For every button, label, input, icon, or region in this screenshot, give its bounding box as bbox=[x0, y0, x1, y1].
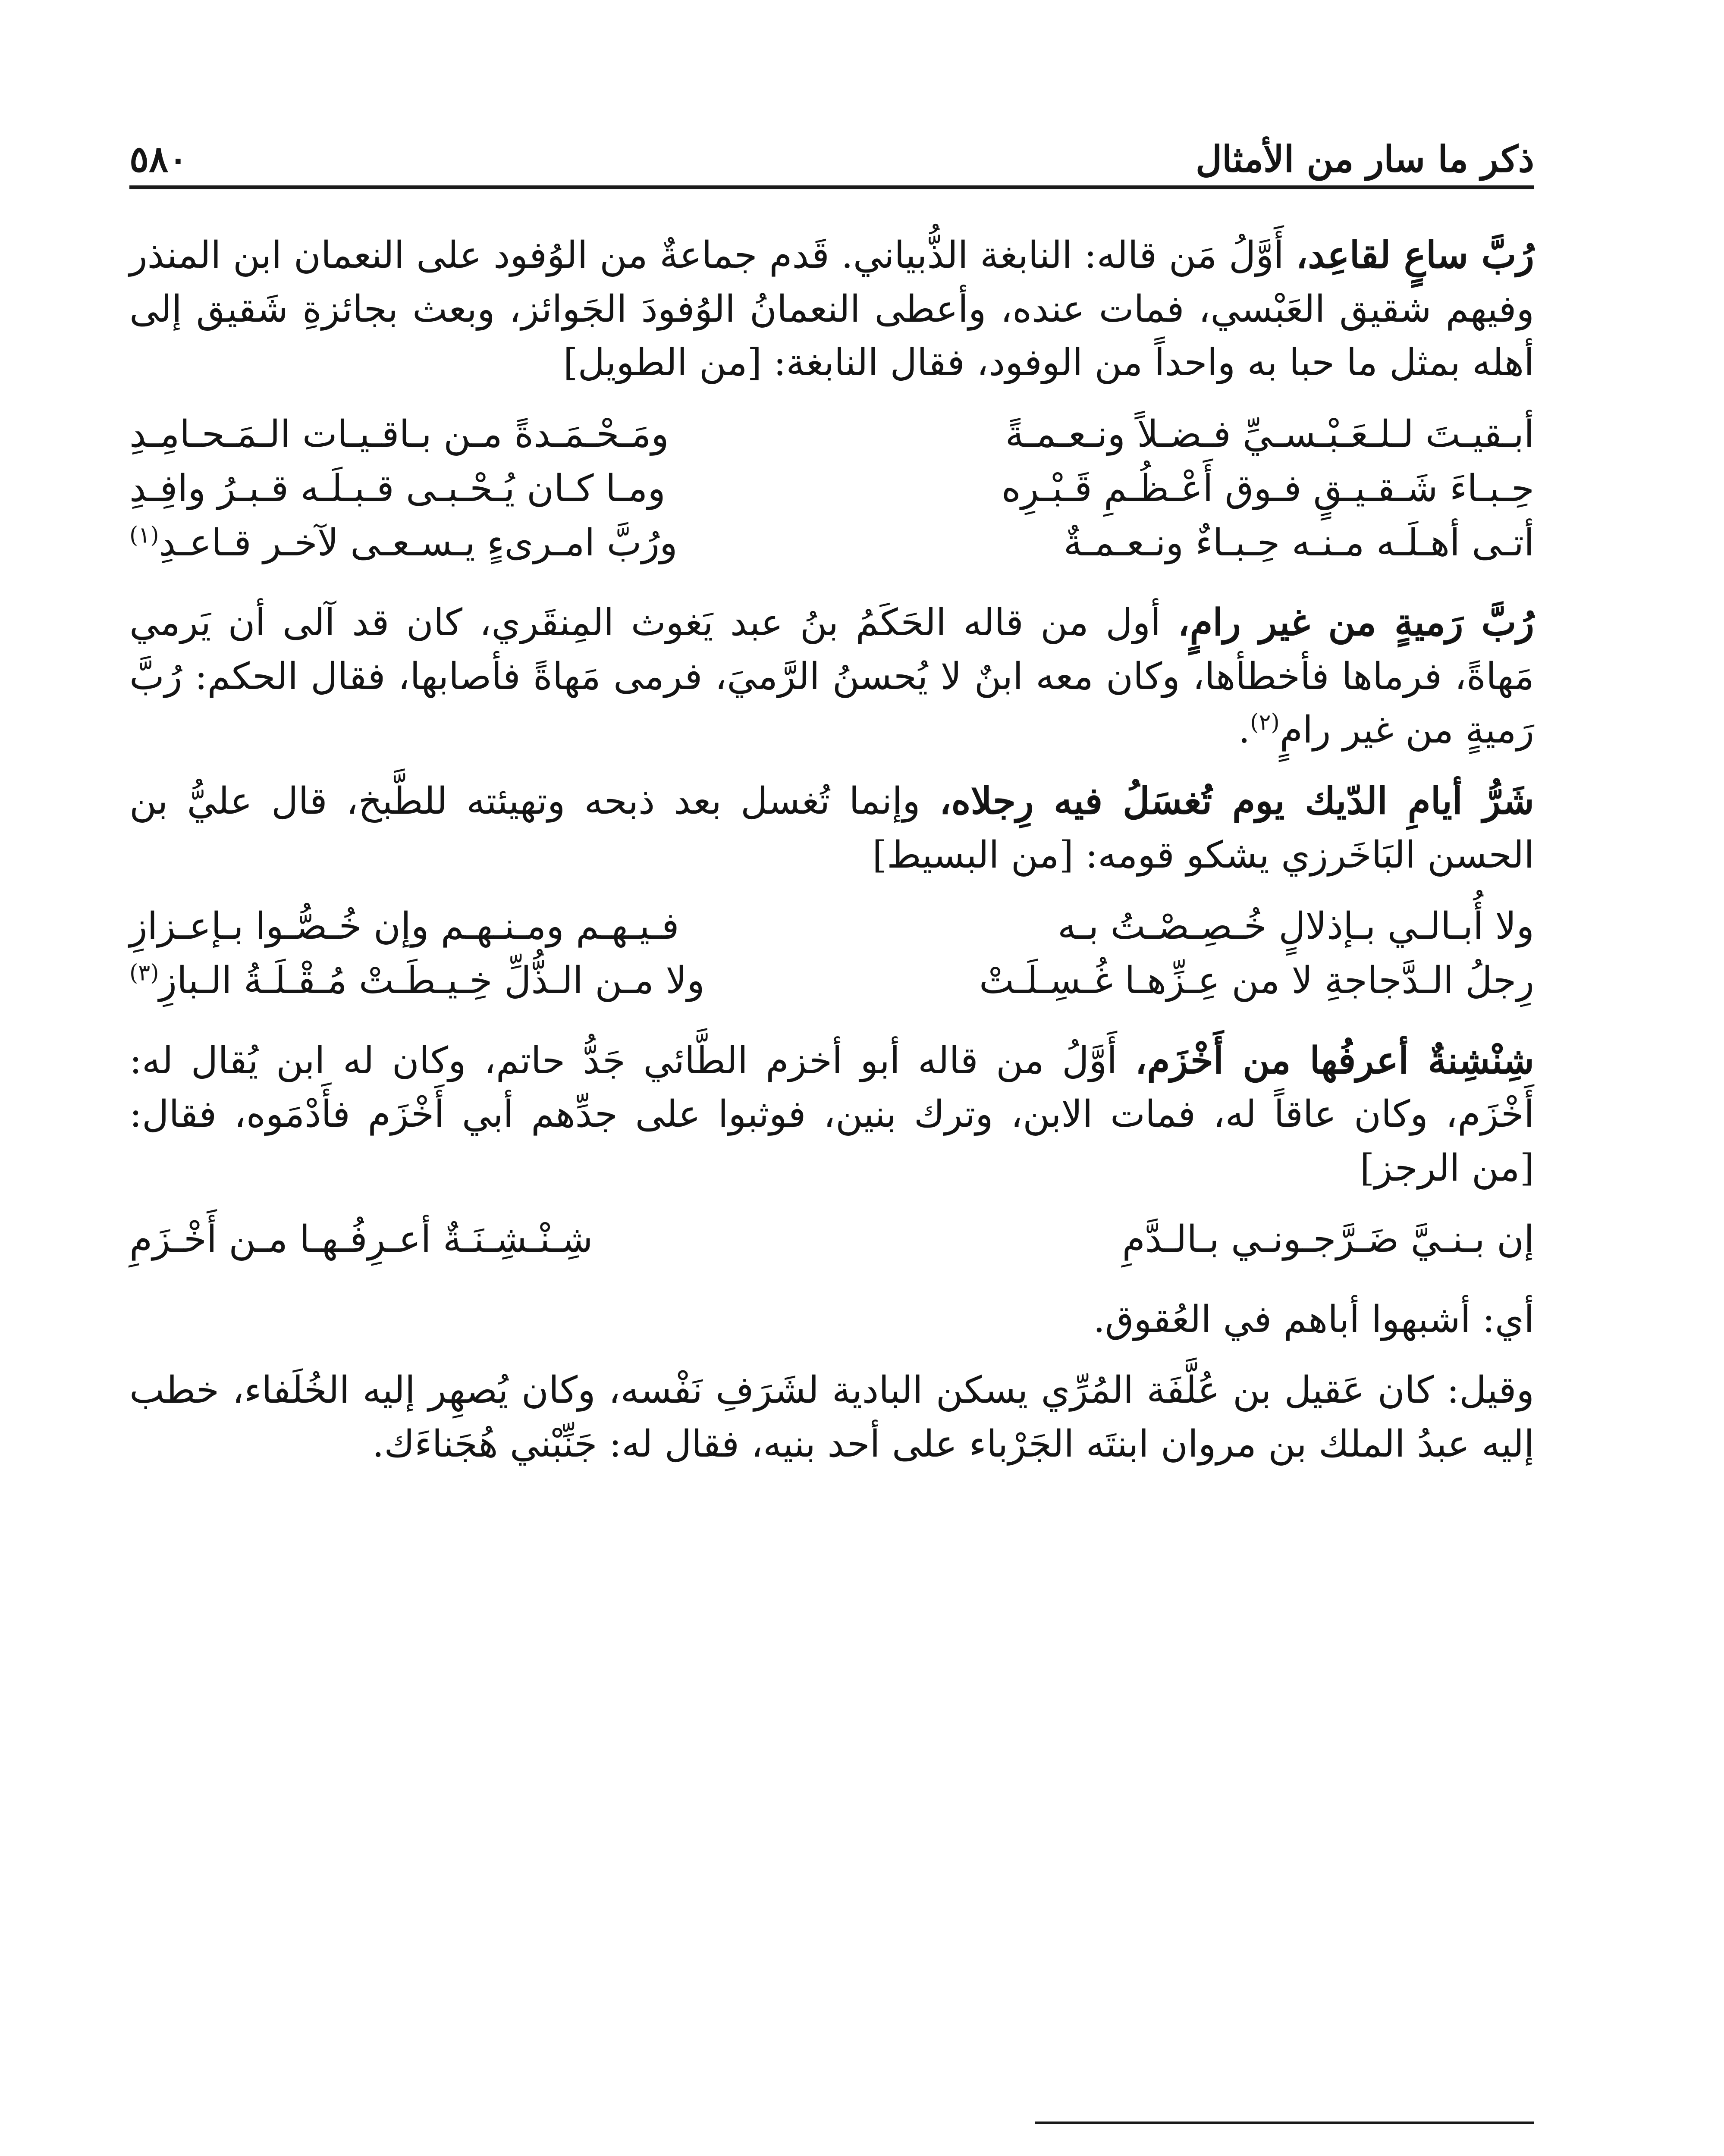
page-header bbox=[129, 129, 1534, 189]
verse-line bbox=[129, 1213, 1534, 1267]
second-hemistich: شِـنْـشِـنَـةٌ أعـرِفُـهـا مـن أَخْـزَمِ bbox=[129, 1218, 593, 1261]
proverb-entry-1 bbox=[129, 229, 1534, 390]
second-hemistich bbox=[129, 516, 790, 570]
proverb-heading: شَرُّ أيامِ الدّيك يوم تُغسَلُ فيه رِجلاه، bbox=[939, 779, 1534, 823]
running-title: ذكر ما سار من الأمثال bbox=[1196, 138, 1534, 180]
first-hemistich: إن بـنـيَّ ضَـرَّجـونـي بـالـدَّمِ bbox=[1122, 1218, 1534, 1261]
meter-label: [من البسيط] bbox=[872, 833, 1074, 877]
verse-line bbox=[129, 516, 1534, 570]
verse-line bbox=[129, 461, 1534, 516]
meter-label: [من الطويل] bbox=[563, 341, 762, 385]
proverb-text: أَوَّلُ مَن قاله: النابغة الذُّبياني. قَدم جماعةٌ من الوُفود على النعمان ابن المنذر وفيهم شقيق العَبْسي، فمات عنده، وأعطى النعمانُ الوُفودَ الجَوائز، وبعث بجائزةِ شَقيق إلى أهله بمثل ما حبا به واحداً من الوفود، فقال النابغة: bbox=[129, 234, 1534, 385]
proverb-heading: شِنْشِنةٌ أعرفُها من أَخْزَم، bbox=[1135, 1038, 1534, 1082]
second-hemistich: ومَـحْـمَـدةً مـن بـاقـيـات الـمَـحـامِـدِ bbox=[129, 412, 669, 456]
poem-3 bbox=[129, 1213, 1534, 1267]
footnote-marker: (١) bbox=[129, 522, 159, 548]
main-text bbox=[129, 229, 1534, 1489]
page-number: ٥٨٠ bbox=[129, 138, 188, 180]
gloss-line: أي: أشبهوا أباهم في العُقوق. bbox=[1093, 1297, 1534, 1341]
verse-line bbox=[129, 407, 1534, 461]
proverb-entry-5: وقيل: كان عَقيل بن عُلَّفَة المُرِّي يسكن البادية لشَرَفِ نَفْسه، وكان يُصهِر إليه الخُلَفاء، خطب إليه عبدُ الملك بن مروان ابنتَه الجَرْباء على أحد بنيه، فقال له: جَنِّبْني هُجَناءَك. bbox=[129, 1369, 1534, 1466]
poem-1 bbox=[129, 407, 1534, 570]
footnote-marker: (٢) bbox=[1250, 709, 1280, 736]
second-hemistich: ومـا كـان يُـحْـبـى قـبـلَـه قـبـرُ وافِـدِ bbox=[129, 467, 666, 510]
proverb-heading: رُبَّ رَميةٍ من غير رامٍ، bbox=[1178, 601, 1534, 645]
verse-line bbox=[129, 899, 1534, 954]
first-hemistich: حِـبـاءَ شَـقـيـقٍ فـوق أَعْـظُـمِ قَـبْـرِه bbox=[1001, 467, 1534, 510]
meter-label: [من الرجز] bbox=[1360, 1146, 1534, 1190]
sentence-end: . bbox=[1238, 708, 1250, 752]
poem-2 bbox=[129, 899, 1534, 1008]
proverb-text: وإنما تُغسل بعد ذبحه وتهيئته للطَّبخ، قال عليُّ بن الحسن البَاخَرزي يشكو قومه: bbox=[129, 780, 1534, 877]
hemistich-text: ورُبَّ امـرىءٍ يـسـعـى لآخـر قـاعـدِ bbox=[159, 521, 678, 564]
verse-line bbox=[129, 954, 1534, 1008]
footnote-divider bbox=[1035, 2122, 1534, 2124]
first-hemistich: أتـى أهـلَـه مـنـه حِـبـاءٌ ونـعـمـةٌ bbox=[1063, 521, 1534, 564]
proverb-text: أول من قاله الحَكَمُ بنُ عبد يَغوث المِنقَري، كان قد آلى أن يَرمي مَهاةً، فرماها فأخطأها، وكان معه ابنٌ لا يُحسنُ الرَّميَ، فرمى مَهاةً فأصابها، فقال الحكم: رُبَّ رَميةٍ من غير رامٍ bbox=[129, 601, 1534, 752]
first-hemistich: ولا أُبـالـي بـإذلالٍ خُـصِـصْـتُ بـه bbox=[1058, 905, 1534, 948]
proverb-entry-4 bbox=[129, 1034, 1534, 1195]
second-hemistich bbox=[129, 954, 790, 1008]
proverb-text: أَوَّلُ من قاله أبو أخزم الطَّائي جَدُّ حاتم، وكان له ابن يُقال له: أَخْزَم، وكان عاقاً له، فمات الابن، وترك بنين، فوثبوا على جدِّهم أبي أَخْزَم فأَدْمَوه، فقال: bbox=[129, 1039, 1534, 1136]
hemistich-text: ولا مـن الـذُّلِّ خِـيـطَـتْ مُـقْـلَـةُ الـبازِ bbox=[159, 959, 705, 1003]
proverb-entry-3 bbox=[129, 774, 1534, 882]
footnote-marker: (٣) bbox=[129, 960, 159, 986]
proverb-heading: رُبَّ ساعٍ لقاعِد، bbox=[1296, 233, 1534, 277]
first-hemistich: رِجلُ الـدَّجاجةِ لا من عِـزِّهـا غُـسِـلَـتْ bbox=[979, 959, 1534, 1003]
proverb-entry-2 bbox=[129, 596, 1534, 757]
second-hemistich: فـيـهـم ومـنـهـم وإن خُـصُّـوا بـإعـزازِ bbox=[129, 905, 679, 948]
first-hemistich: أبـقيـتَ لـلـعَـبْـسـيِّ فـضـلاً ونـعـمـةً bbox=[1005, 412, 1534, 456]
